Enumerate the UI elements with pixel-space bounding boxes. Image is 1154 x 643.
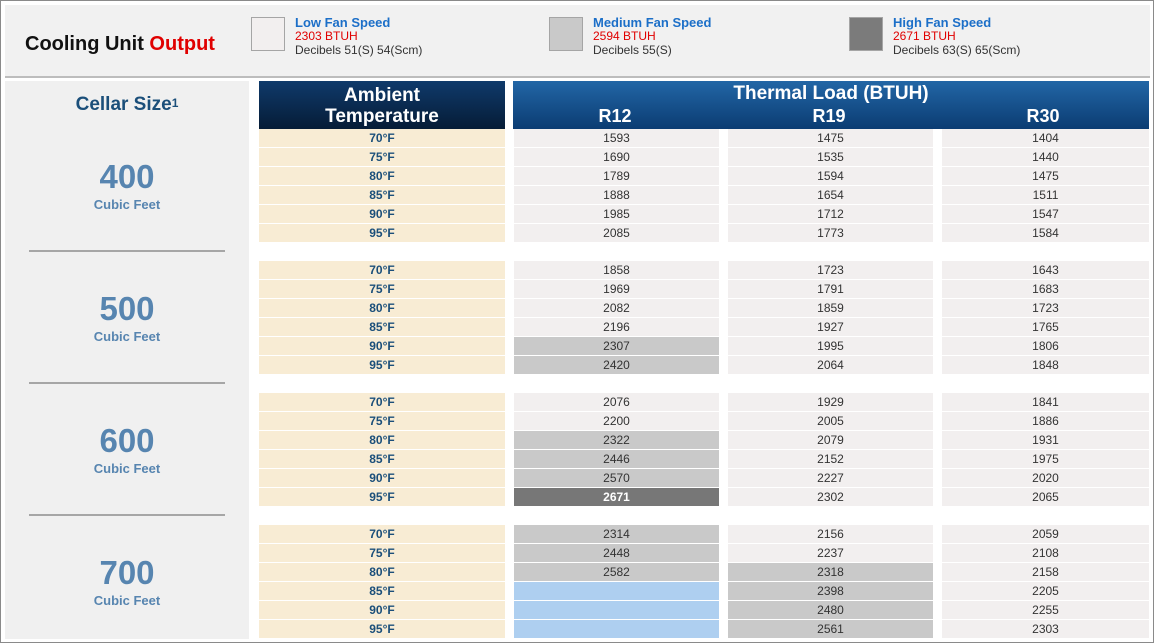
ambient-temp-cell: 70°F	[259, 261, 505, 279]
thermal-load-cell: 1789	[514, 167, 719, 185]
cellar-size-600	[5, 423, 249, 476]
legend-label: Medium Fan Speed	[593, 15, 712, 30]
thermal-load-cell: 1995	[728, 337, 933, 355]
thermal-load-cell: 1593	[514, 129, 719, 147]
thermal-load-cell: 1858	[514, 261, 719, 279]
thermal-load-cell: 2205	[942, 582, 1149, 600]
ambient-temp-cell: 90°F	[259, 601, 505, 619]
ambient-temp-cell: 80°F	[259, 299, 505, 317]
thermal-load-title: Thermal Load (BTUH)	[733, 83, 929, 104]
ambient-temp-cell: 70°F	[259, 525, 505, 543]
column-header-r19: R19	[812, 106, 846, 126]
thermal-load-cell: 2307	[514, 337, 719, 355]
legend-label: Low Fan Speed	[295, 15, 391, 30]
legend-btuh: 2303 BTUH	[295, 29, 358, 43]
column-header-r30: R30	[1026, 106, 1060, 126]
thermal-load-cell: 1654	[728, 186, 933, 204]
thermal-load-cell: 1584	[942, 224, 1149, 242]
legend-decibels: Decibels 55(S)	[593, 43, 672, 57]
ambient-temp-cell: 90°F	[259, 337, 505, 355]
ambient-temp-cell: 85°F	[259, 318, 505, 336]
thermal-load-cell: 1535	[728, 148, 933, 166]
thermal-load-cell: 2082	[514, 299, 719, 317]
thermal-load-cell: 2314	[514, 525, 719, 543]
thermal-load-cell: 1929	[728, 393, 933, 411]
ambient-temp-cell: 85°F	[259, 582, 505, 600]
ambient-temp-cell: 85°F	[259, 450, 505, 468]
thermal-load-header	[513, 81, 1149, 129]
ambient-temp-cell: 95°F	[259, 224, 505, 242]
thermal-load-cell: 2079	[728, 431, 933, 449]
thermal-load-cell: 1931	[942, 431, 1149, 449]
thermal-load-cell: 2570	[514, 469, 719, 487]
thermal-load-cell: 2020	[942, 469, 1149, 487]
thermal-load-cell: 2255	[942, 601, 1149, 619]
ambient-temp-cell: 80°F	[259, 563, 505, 581]
ambient-temp-cell: 95°F	[259, 488, 505, 506]
cellar-size-500	[5, 291, 249, 344]
thermal-load-cell: 2448	[514, 544, 719, 562]
thermal-load-cell: 1594	[728, 167, 933, 185]
cellar-size-unit: Cubic Feet	[93, 197, 161, 212]
thermal-load-cell: 2059	[942, 525, 1149, 543]
thermal-load-cell: 2237	[728, 544, 933, 562]
thermal-load-cell: 2064	[728, 356, 933, 374]
thermal-load-cell: 1475	[728, 129, 933, 147]
page-title	[25, 33, 215, 56]
cellar-size-value: 500	[99, 290, 155, 327]
thermal-load-cell: 1475	[942, 167, 1149, 185]
ambient-temp-cell: 95°F	[259, 356, 505, 374]
thermal-load-cell	[514, 620, 719, 638]
thermal-load-cell: 2446	[514, 450, 719, 468]
thermal-load-cell: 2227	[728, 469, 933, 487]
ambient-header-line2: Temperature	[325, 106, 439, 127]
thermal-load-cell: 2085	[514, 224, 719, 242]
cellar-size-unit: Cubic Feet	[93, 329, 161, 344]
thermal-load-cell: 2158	[942, 563, 1149, 581]
thermal-load-cell: 2561	[728, 620, 933, 638]
ambient-temp-cell: 80°F	[259, 167, 505, 185]
legend-decibels: Decibels 51(S) 54(Scm)	[295, 43, 423, 57]
footnote-marker: 1	[171, 96, 179, 110]
thermal-load-cell: 1773	[728, 224, 933, 242]
cellar-size-700	[5, 555, 249, 608]
cellar-size-value: 600	[99, 422, 155, 459]
legend-label: High Fan Speed	[893, 15, 992, 30]
legend-bar	[5, 5, 1150, 78]
thermal-load-cell: 1848	[942, 356, 1149, 374]
thermal-load-cell: 1841	[942, 393, 1149, 411]
thermal-load-cell: 1985	[514, 205, 719, 223]
low-fan-swatch	[251, 17, 285, 51]
thermal-load-cell: 1765	[942, 318, 1149, 336]
thermal-load-cell: 2200	[514, 412, 719, 430]
ambient-temp-cell: 75°F	[259, 148, 505, 166]
thermal-load-cell	[514, 582, 719, 600]
ambient-temp-cell: 75°F	[259, 544, 505, 562]
thermal-load-cell: 1511	[942, 186, 1149, 204]
thermal-load-cell: 2480	[728, 601, 933, 619]
cellar-divider	[29, 514, 225, 516]
thermal-load-cell: 1806	[942, 337, 1149, 355]
thermal-load-cell: 1404	[942, 129, 1149, 147]
cellar-divider	[29, 382, 225, 384]
thermal-load-cell: 1643	[942, 261, 1149, 279]
cellar-divider	[29, 250, 225, 252]
thermal-load-cell: 2318	[728, 563, 933, 581]
ambient-temp-cell: 95°F	[259, 620, 505, 638]
thermal-load-cell: 2420	[514, 356, 719, 374]
thermal-load-cell: 1690	[514, 148, 719, 166]
thermal-load-cell: 1886	[942, 412, 1149, 430]
column-header-r12: R12	[598, 106, 632, 126]
cellar-size-value: 400	[99, 158, 155, 195]
thermal-load-cell: 2005	[728, 412, 933, 430]
thermal-load-cell: 2322	[514, 431, 719, 449]
ambient-temp-cell: 90°F	[259, 469, 505, 487]
title-accent: Output	[149, 33, 215, 55]
high-fan-swatch	[849, 17, 883, 51]
thermal-load-cell	[514, 601, 719, 619]
thermal-load-cell: 1547	[942, 205, 1149, 223]
legend-btuh: 2671 BTUH	[893, 29, 956, 43]
thermal-load-cell: 1859	[728, 299, 933, 317]
cellar-size-value: 700	[99, 554, 155, 591]
thermal-load-cell: 2671	[514, 488, 719, 506]
cellar-size-unit: Cubic Feet	[93, 461, 161, 476]
thermal-load-cell: 1683	[942, 280, 1149, 298]
thermal-load-cell: 1723	[942, 299, 1149, 317]
ambient-header-line1: Ambient	[344, 85, 420, 106]
thermal-load-cell: 2582	[514, 563, 719, 581]
cellar-size-unit: Cubic Feet	[93, 593, 161, 608]
title-main: Cooling Unit	[25, 33, 144, 55]
thermal-load-cell: 2152	[728, 450, 933, 468]
thermal-load-cell: 1440	[942, 148, 1149, 166]
ambient-temp-cell: 75°F	[259, 280, 505, 298]
thermal-load-cell: 2065	[942, 488, 1149, 506]
ambient-temp-cell: 85°F	[259, 186, 505, 204]
ambient-temp-cell: 75°F	[259, 412, 505, 430]
legend-btuh: 2594 BTUH	[593, 29, 656, 43]
cellar-size-column	[5, 81, 249, 639]
legend-decibels: Decibels 63(S) 65(Scm)	[893, 43, 1021, 57]
thermal-load-cell: 2156	[728, 525, 933, 543]
thermal-load-cell: 1723	[728, 261, 933, 279]
thermal-load-cell: 2302	[728, 488, 933, 506]
medium-fan-swatch	[549, 17, 583, 51]
ambient-temp-cell: 70°F	[259, 393, 505, 411]
thermal-load-cell: 2196	[514, 318, 719, 336]
thermal-load-cell: 1969	[514, 280, 719, 298]
thermal-load-cell: 2076	[514, 393, 719, 411]
cellar-size-400	[5, 159, 249, 212]
thermal-load-cell: 1975	[942, 450, 1149, 468]
ambient-temperature-header	[259, 81, 505, 129]
cellar-size-label: Cellar Size	[75, 94, 172, 115]
thermal-load-cell: 1927	[728, 318, 933, 336]
ambient-temp-cell: 90°F	[259, 205, 505, 223]
ambient-temp-cell: 70°F	[259, 129, 505, 147]
thermal-load-cell: 2398	[728, 582, 933, 600]
thermal-load-cell: 1712	[728, 205, 933, 223]
thermal-load-cell: 2303	[942, 620, 1149, 638]
thermal-load-cell: 1791	[728, 280, 933, 298]
thermal-load-cell: 1888	[514, 186, 719, 204]
ambient-temp-cell: 80°F	[259, 431, 505, 449]
thermal-load-cell: 2108	[942, 544, 1149, 562]
cellar-size-heading	[5, 94, 249, 116]
